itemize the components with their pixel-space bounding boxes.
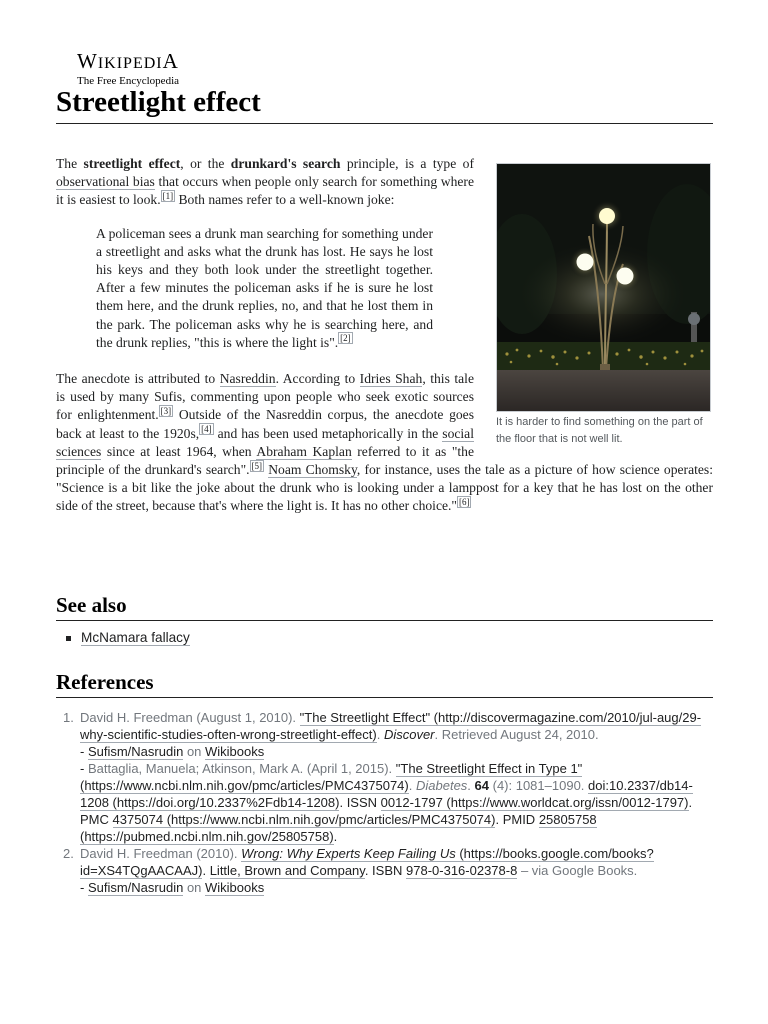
thumbnail-figure	[496, 163, 711, 448]
anecdote-paragraph: The anecdote is attributed to Nasreddin. According to Idries Shah, this tale is used by many Sufis, commenting upon people who seek exotic sources for enlightenment. [3] Outside of the Nasreddin corpus, the anecdote goes back at least to the 1920s, [4] and has been used metaphorically in the social sciences since at least 1964, when Abraham Kaplan referred to it as "the principle of the drunkard's search". [5] Noam Chomsky, for instance, uses the tale as a picture of how science operates: "Science is a bit like the joke about the drunk who is looking under a lamppost for a key that he has lost on the other side of the street, because that's where the light is. It has no other choice." [6]	[56, 371, 713, 514]
streetlight-photo[interactable]	[496, 163, 711, 412]
bold-term-streetlight-effect: streetlight effect	[83, 156, 181, 171]
link-noam-chomsky[interactable]: Noam Chomsky	[268, 462, 357, 478]
bold-term-drunkards-search: drunkard's search	[230, 156, 341, 171]
ref1-pmid-link[interactable]: 25805758 (https://pubmed.ncbi.nlm.nih.gov/25805758)	[80, 812, 597, 844]
ref1-journal: Discover	[383, 727, 435, 742]
citation-5[interactable]: [5]	[251, 460, 263, 471]
ref1-sufism-link[interactable]: Sufism/Nasrudin	[87, 744, 184, 759]
ref1-diabetes-journal: Diabetes	[415, 778, 468, 793]
ref1-pmc-link[interactable]: 4375074 (https://www.ncbi.nlm.nih.gov/pmc/articles/PMC4375074)	[112, 812, 496, 827]
link-idries-shah[interactable]: Idries Shah	[359, 371, 423, 387]
citation-4[interactable]: [4]	[201, 424, 212, 435]
logo-tagline: The Free Encyclopedia	[77, 75, 180, 87]
ref2-isbn-link[interactable]: 978-0-316-02378-8	[406, 863, 518, 878]
link-observational-bias[interactable]: observational bias	[56, 174, 155, 190]
link-social-sciences[interactable]: social sciences	[56, 425, 474, 459]
ref1-diabetes-article-link[interactable]: "The Streetlight Effect in Type 1" (https://www.ncbi.nlm.nih.gov/pmc/articles/PMC4375074)	[80, 761, 583, 793]
ref1-issn-link[interactable]: 0012-1797 (https://www.worldcat.org/issn/0012-1797)	[380, 795, 689, 810]
reference-item-1: 1. David H. Freedman (August 1, 2010). "The Streetlight Effect" (http://discovermagazine.com/2010/jul-aug/29-why-scientific-studies-often-wrong-streetlight-effect). Discover. Retrieved August 24, 2010. - Sufism/Nasrudin on Wikibooks - Battaglia, Manuela; Atkinson, Mark A. (April 1, 2015). "The Streetlight Effect in Type 1" (https://www.ncbi.nlm.nih.gov/pmc/articles/PMC4375074). Diabetes. 64 (4): 1081–1090. doi:10.2337/db14-1208 (https://doi.org/10.2337%2Fdb14-1208). ISSN 0012-1797 (https://www.worldcat.org/issn/0012-1797). PMC 4375074 (https://www.ncbi.nlm.nih.gov/pmc/articles/PMC4375074). PMID 25805758 (https://pubmed.ncbi.nlm.nih.gov/25805758).	[63, 710, 702, 844]
lead-paragraph: The streetlight effect, or the drunkard's search principle, is a type of observational bias that occurs when people only search for something where it is easiest to look. [1] Both names refer to a well-known joke:	[56, 156, 474, 208]
citation-1[interactable]: [1]	[162, 190, 174, 201]
ref2-sufism-link[interactable]: Sufism/Nasrudin	[87, 880, 184, 895]
logo-wordmark: WIKIPEDIA	[77, 49, 179, 73]
references-list	[63, 709, 712, 896]
ref1-title-link[interactable]: "The Streetlight Effect" (http://discovermagazine.com/2010/jul-aug/29-why-scientific-studies-often-wrong-streetlight-effect)	[80, 710, 702, 742]
ref2-publisher-link[interactable]: Little, Brown and Company	[209, 863, 365, 878]
page-title: Streetlight effect	[56, 84, 713, 124]
ref1-wikibooks-link[interactable]: Wikibooks	[205, 744, 265, 759]
link-nasreddin[interactable]: Nasreddin	[219, 371, 276, 387]
see-also-list	[64, 629, 190, 647]
figure-caption: It is harder to find something on the part of the floor that is not well lit.	[496, 416, 703, 445]
references-heading: References	[56, 669, 713, 698]
reference-item-2: 2. David H. Freedman (2010). Wrong: Why Experts Keep Failing Us (https://books.google.com/books?id=XS4TQgAACAAJ). Little, Brown and Company. ISBN 978-0-316-02378-8 – via Google Books. - Sufism/Nasrudin on Wikibooks	[63, 846, 654, 895]
link-abraham-kaplan[interactable]: Abraham Kaplan	[256, 443, 352, 459]
list-item	[64, 629, 190, 647]
link-mcnamara-fallacy[interactable]: McNamara fallacy	[81, 630, 190, 645]
citation-2[interactable]: [2]	[340, 333, 351, 344]
see-also-heading: See also	[56, 592, 713, 621]
citation-3[interactable]: [3]	[160, 405, 172, 416]
citation-6[interactable]: [6]	[458, 496, 470, 507]
article-body	[56, 155, 713, 516]
ref2-wikibooks-link[interactable]: Wikibooks	[205, 880, 265, 895]
block-quote: A policeman sees a drunk man searching for something under a streetlight and asks what the drunk has lost. He says he lost his keys and they both look under the streetlight together. After a few minutes the policeman asks if he is sure he lost them here, and the drunk replies, no, and that he lost them in the park. The policeman asks why he is searching here, and the drunk replies, "this is where the light is". [2]	[96, 225, 433, 350]
ref1-doi-link[interactable]: doi:10.2337/db14-1208 (https://doi.org/10.2337%2Fdb14-1208)	[80, 778, 693, 810]
wikipedia-logo[interactable]	[77, 50, 179, 87]
ref2-title-link[interactable]: Wrong: Why Experts Keep Failing Us (https://books.google.com/books?id=XS4TQgAACAAJ)	[80, 846, 654, 878]
